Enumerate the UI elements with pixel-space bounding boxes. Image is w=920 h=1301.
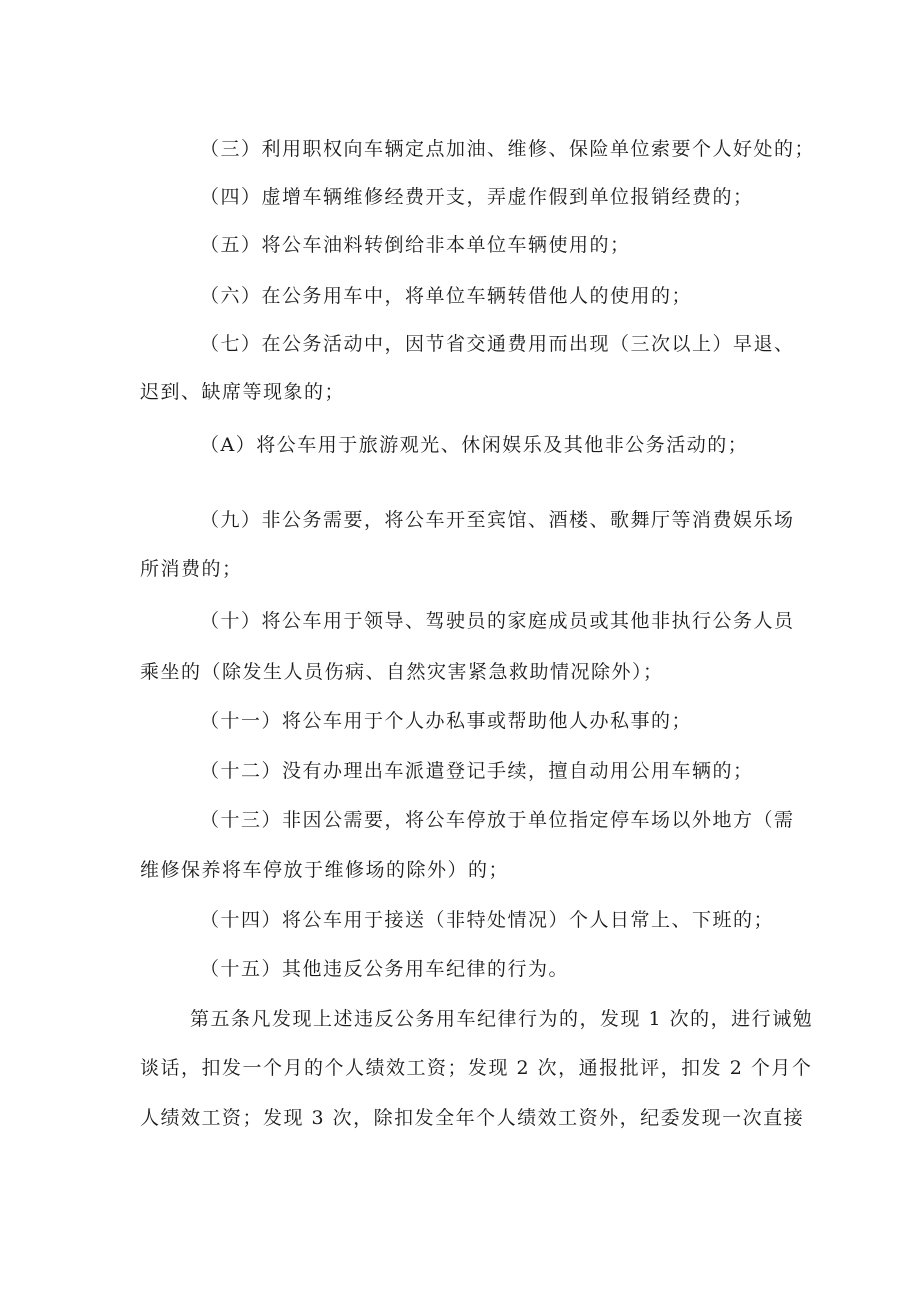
clause-13-line-1: （十三）非因公需要，将公车停放于单位指定停车场以外地方（需 xyxy=(200,809,795,831)
clause-10-line-1: （十）将公车用于领导、驾驶员的家庭成员或其他非执行公务人员 xyxy=(200,610,795,632)
article-5-line-1: 第五条凡发现上述违反公务用车纪律行为的，发现 1 次的，进行诫勉 xyxy=(190,1008,814,1030)
clause-13-line-2: 维修保养将车停放于维修场的除外）的； xyxy=(140,859,510,881)
clause-6: （六）在公务用车中，将单位车辆转借他人的使用的； xyxy=(200,285,693,307)
clause-3: （三）利用职权向车辆定点加油、维修、保险单位索要个人好处的； xyxy=(200,138,816,160)
clause-12: （十二）没有办理出车派遣登记手续，擅自动用公用车辆的； xyxy=(200,760,754,782)
clause-4: （四）虚增车辆维修经费开支，弄虚作假到单位报销经费的； xyxy=(200,186,754,208)
clause-7-line-2: 迟到、缺席等现象的； xyxy=(140,381,346,403)
clause-9-line-2: 所消费的； xyxy=(140,558,243,580)
clause-14: （十四）将公车用于接送（非特处情况）个人日常上、下班的； xyxy=(200,909,775,931)
article-5-line-2: 谈话，扣发一个月的个人绩效工资；发现 2 次，通报批评，扣发 2 个月个 xyxy=(140,1057,813,1079)
clause-11: （十一）将公车用于个人办私事或帮助他人办私事的； xyxy=(200,710,693,732)
clause-8: （A）将公车用于旅游观光、休闲娱乐及其他非公务活动的； xyxy=(200,434,749,456)
article-5-line-3: 人绩效工资；发现 3 次，除扣发全年个人绩效工资外，纪委发现一次直接 xyxy=(140,1107,805,1129)
clause-7-line-1: （七）在公务活动中，因节省交通费用而出现（三次以上）早退、 xyxy=(200,333,795,355)
clause-10-line-2: 乘坐的（除发生人员伤病、自然灾害紧急救助情况除外）； xyxy=(140,661,664,683)
clause-9-line-1: （九）非公务需要，将公车开至宾馆、酒楼、歌舞厅等消费娱乐场 xyxy=(200,509,795,531)
clause-15: （十五）其他违反公务用车纪律的行为。 xyxy=(200,958,570,980)
clause-5: （五）将公车油料转倒给非本单位车辆使用的； xyxy=(200,234,631,256)
